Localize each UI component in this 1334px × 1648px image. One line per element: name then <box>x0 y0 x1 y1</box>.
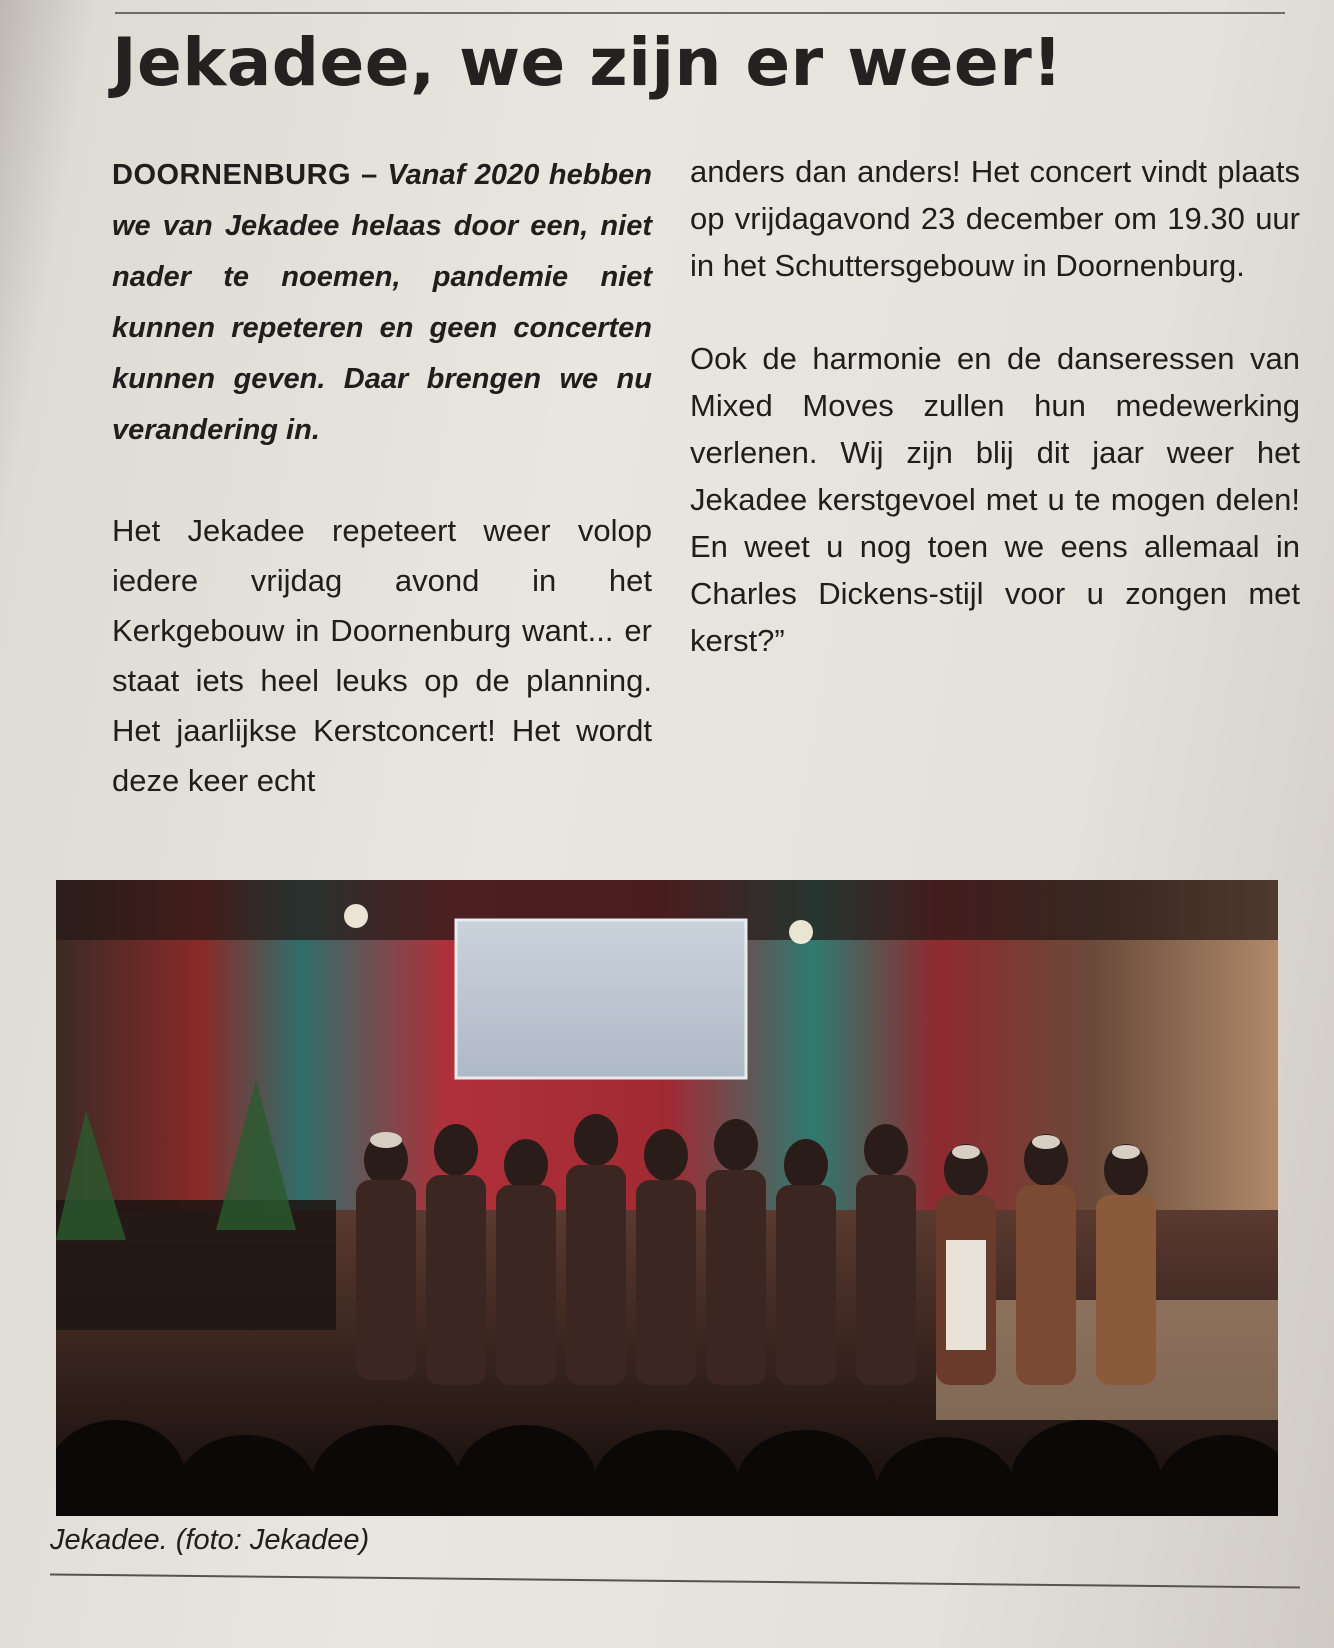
lede-text: Vanaf 2020 hebben we van Jekadee helaas door een, niet nader te noemen, pandemie niet kunnen repeteren en geen concerten kunnen geven. Daar brengen we nu verandering in. <box>112 159 652 446</box>
top-rule <box>115 12 1285 14</box>
article-column-left <box>112 150 652 806</box>
body-paragraph-3: Ook de harmonie en de danseressen van Mixed Moves zullen hun medewerking verlenen. Wij zijn blij dit jaar weer het Jekadee kerstgevoel met u te mogen delen! En weet u nog toen we eens allemaal in Charles Dickens-stijl voor u zongen met kerst?” <box>690 341 1300 658</box>
body-paragraph-2: anders dan anders! Het concert vindt plaats op vrijdagavond 23 december om 19.30 uur in het Schuttersgebouw in Doornenburg. <box>690 154 1300 283</box>
concert-photo-illustration <box>56 880 1278 1516</box>
article-lede <box>112 150 652 456</box>
photo-caption: Jekadee. (foto: Jekadee) <box>50 1524 370 1556</box>
body-paragraph-1: Het Jekadee repeteert weer volop iedere vrijdag avond in het Kerkgebouw in Doornenburg want... er staat iets heel leuks op de planning. Het jaarlijkse Kerstconcert! Het wordt deze keer echt <box>112 513 652 798</box>
concert-photo <box>56 880 1278 1516</box>
article-headline: Jekadee, we zijn er weer! <box>112 24 1063 101</box>
bottom-rule <box>50 1573 1300 1588</box>
dateline: DOORNENBURG – <box>112 159 378 191</box>
article-column-right <box>690 148 1300 664</box>
